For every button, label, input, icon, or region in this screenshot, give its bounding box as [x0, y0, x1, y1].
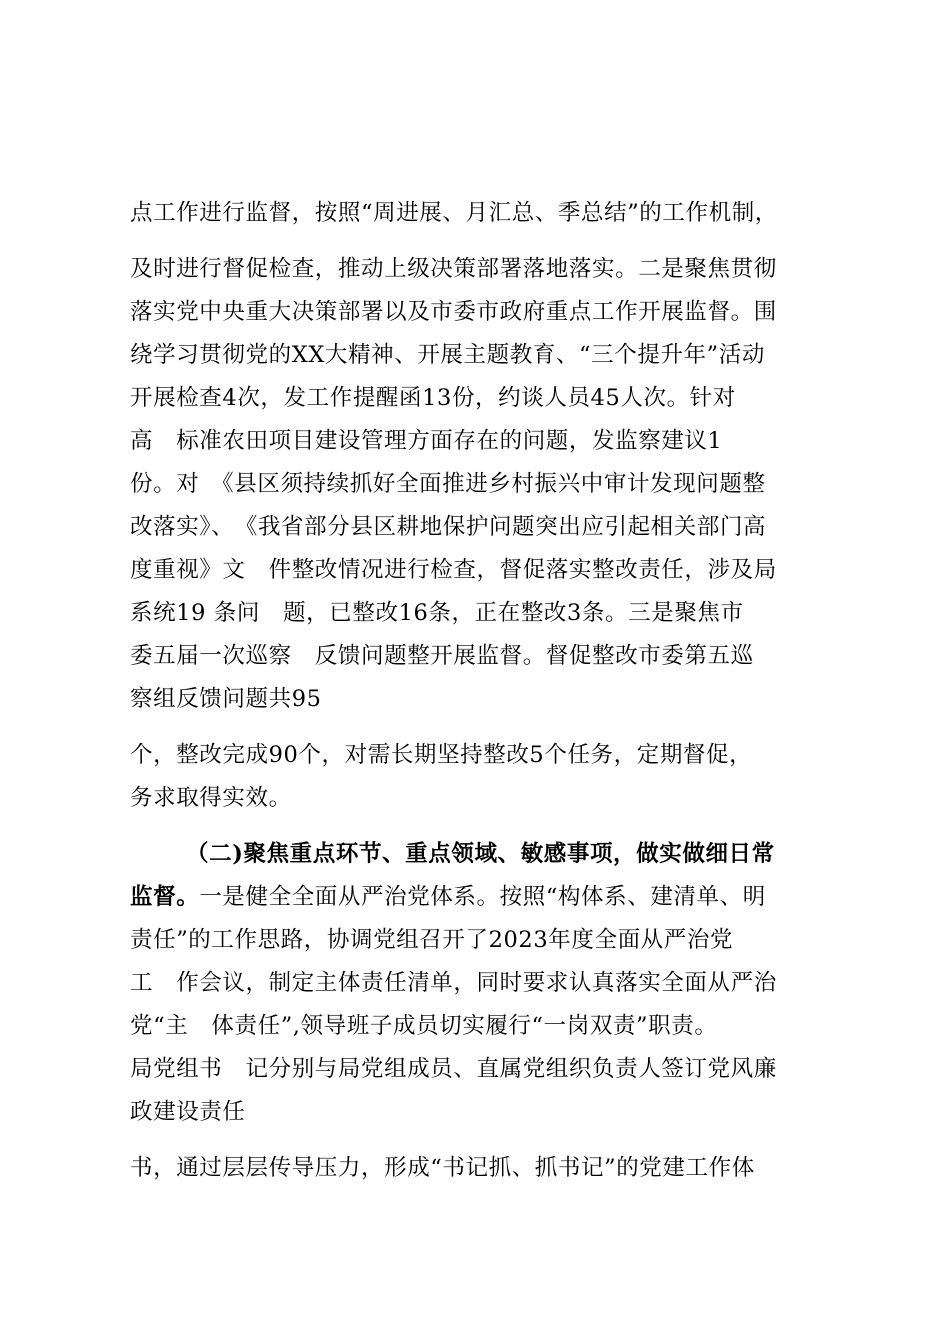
paragraph-line: 绕学习贯彻党的XX大精神、开展主题教育、“三个提升年”活动: [130, 342, 765, 368]
paragraph-line: 份。对 《县区须持续抓好全面推进乡村振兴中审计发现问题整: [130, 471, 766, 497]
paragraph-line: 系统19 条问 题，已整改16条，正在整改3条。三是聚焦市: [130, 600, 744, 626]
paragraph-line: 政建设责任: [130, 1099, 246, 1125]
paragraph-text: 一是健全全面从严治党体系。按照“构体系、建清单、明: [199, 884, 766, 910]
paragraph-line: 党“主 体责任”,领导班子成员切实履行“一岗双责”职责。: [130, 1013, 718, 1039]
paragraph-line: 书，通过层层传导压力，形成“书记抓、抓书记”的党建工作体: [130, 1155, 755, 1181]
section-heading: （二)聚焦重点环节、重点领域、敏感事项，做实做细日常: [186, 841, 775, 867]
paragraph-line: 务求取得实效。: [130, 785, 292, 811]
paragraph-line: 工 作会议，制定主体责任清单，同时要求认真落实全面从严治: [130, 970, 777, 996]
paragraph-line: 开展检查4次，发工作提醒函13份，约谈人员45人次。针对: [130, 385, 736, 411]
section-heading-continuation: 监督。: [130, 884, 200, 910]
paragraph-line: 度重视》文 件整改情况进行检查，督促落实整改责任，涉及局: [130, 557, 777, 583]
paragraph-line: [130, 882, 766, 912]
paragraph-line: 改落实》、 《我省部分县区耕地保护问题突出应引起相关部门高: [130, 514, 767, 540]
paragraph-line: 局党组书 记分别与局党组成员、直属党组织负责人签订党风廉: [130, 1056, 777, 1082]
paragraph-line: 委五届一次巡察 反馈问题整开展监督。督促整改市委第五巡: [130, 643, 754, 669]
paragraph-line: 高 标准农田项目建设管理方面存在的问题，发监察建议1: [130, 428, 723, 454]
paragraph-line: 落实党中央重大决策部署以及市委市政府重点工作开展监督。围: [130, 299, 777, 325]
paragraph-line: 及时进行督促检查，推动上级决策部署落地落实。二是聚焦贯彻: [130, 256, 777, 282]
paragraph-line: 察组反馈问题共95: [130, 686, 322, 712]
paragraph-line: 责任”的工作思路，协调党组召开了2023年度全面从严治党: [130, 927, 734, 953]
paragraph-line: 个，整改完成90个，对需长期坚持整改5个任务，定期督促，: [130, 742, 753, 768]
paragraph-line: 点工作进行监督，按照“周进展、月汇总、季总结”的工作机制，: [130, 200, 778, 226]
